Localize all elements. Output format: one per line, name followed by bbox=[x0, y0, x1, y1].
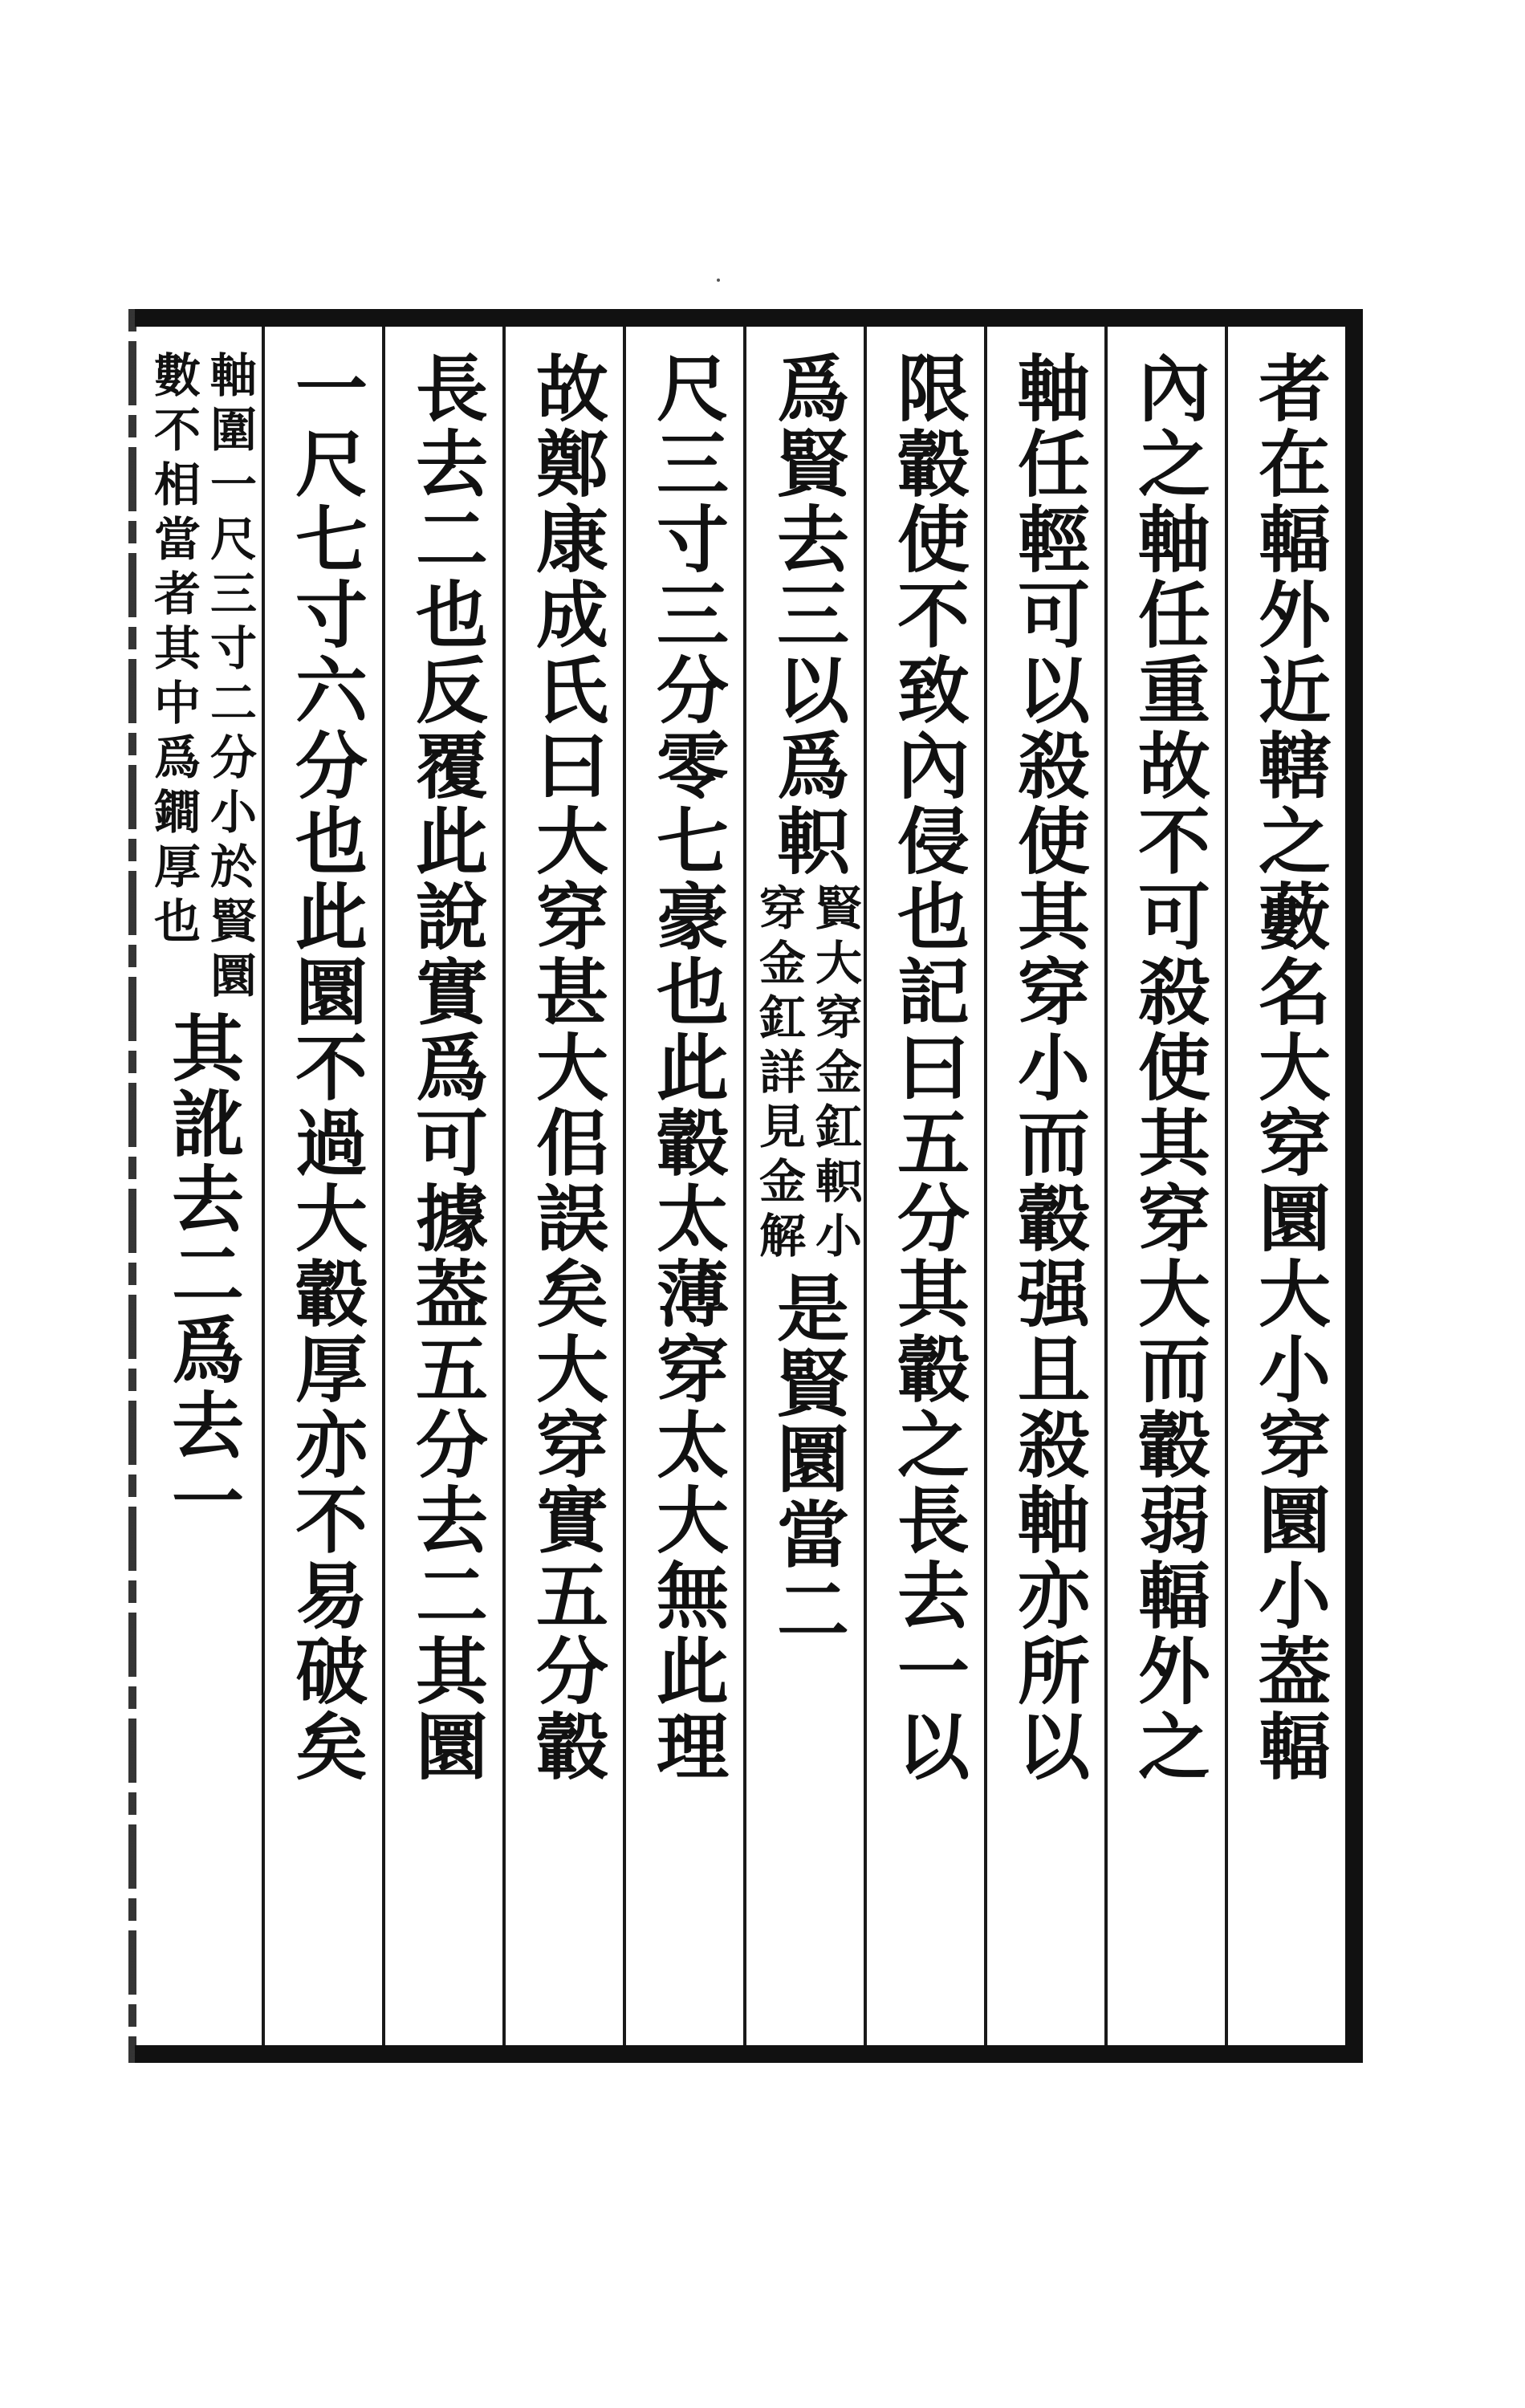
text-column-10 bbox=[141, 327, 262, 2045]
column-text: 軸任輕可以殺使其穿小而轂强且殺軸亦所以 bbox=[1005, 351, 1090, 1784]
text-column-7 bbox=[502, 327, 623, 2045]
text-column-3 bbox=[984, 327, 1104, 2045]
main-text: 是賢圜當二 bbox=[764, 1271, 849, 1648]
column-text: 故鄭康成氏曰大穿甚大佀誤矣大穿實五分轂 bbox=[523, 351, 608, 1784]
note-left: 數不相當者其中爲鐧厚也 bbox=[146, 351, 201, 951]
column-mixed bbox=[141, 351, 262, 2036]
column-text: 長去二也反覆此說實爲可據葢五分去二其圜 bbox=[403, 351, 488, 1784]
text-column-8 bbox=[382, 327, 502, 2045]
text-column-1 bbox=[1225, 327, 1345, 2045]
note-right: 軸圍一尺三寸二分小於賢圜 bbox=[202, 351, 257, 1006]
column-text: 一尺七寸六分也此圜不過大轂厚亦不易破矣 bbox=[283, 351, 368, 1784]
text-columns bbox=[135, 327, 1345, 2045]
text-column-2 bbox=[1104, 327, 1225, 2045]
text-column-9 bbox=[262, 327, 382, 2045]
note-right: 賢大穿金釭軹小 bbox=[807, 884, 862, 1266]
commentary-note bbox=[146, 351, 257, 1006]
note-left: 穿金釭詳見金解 bbox=[751, 884, 806, 1266]
main-text: 爲賢去三以爲軹 bbox=[764, 351, 849, 879]
column-text: 內之軸任重故不可殺使其穿大而轂弱輻外之 bbox=[1125, 351, 1210, 1784]
text-column-4 bbox=[864, 327, 984, 2045]
main-text: 其訛去二爲去一 bbox=[159, 1011, 244, 1539]
ink-speck bbox=[717, 279, 720, 282]
column-text: 尺三寸三分零七豪也此轂太薄穿太大無此理 bbox=[644, 351, 729, 1784]
column-text: 限轂使不致內侵也記曰五分其轂之長去一以 bbox=[885, 351, 970, 1784]
commentary-note bbox=[751, 884, 862, 1266]
column-mixed bbox=[746, 351, 867, 2036]
text-column-6 bbox=[623, 327, 743, 2045]
column-text: 者在輻外近轄之藪名大穿圜大小穿圜小葢輻 bbox=[1246, 351, 1331, 1784]
text-column-5 bbox=[743, 327, 864, 2045]
